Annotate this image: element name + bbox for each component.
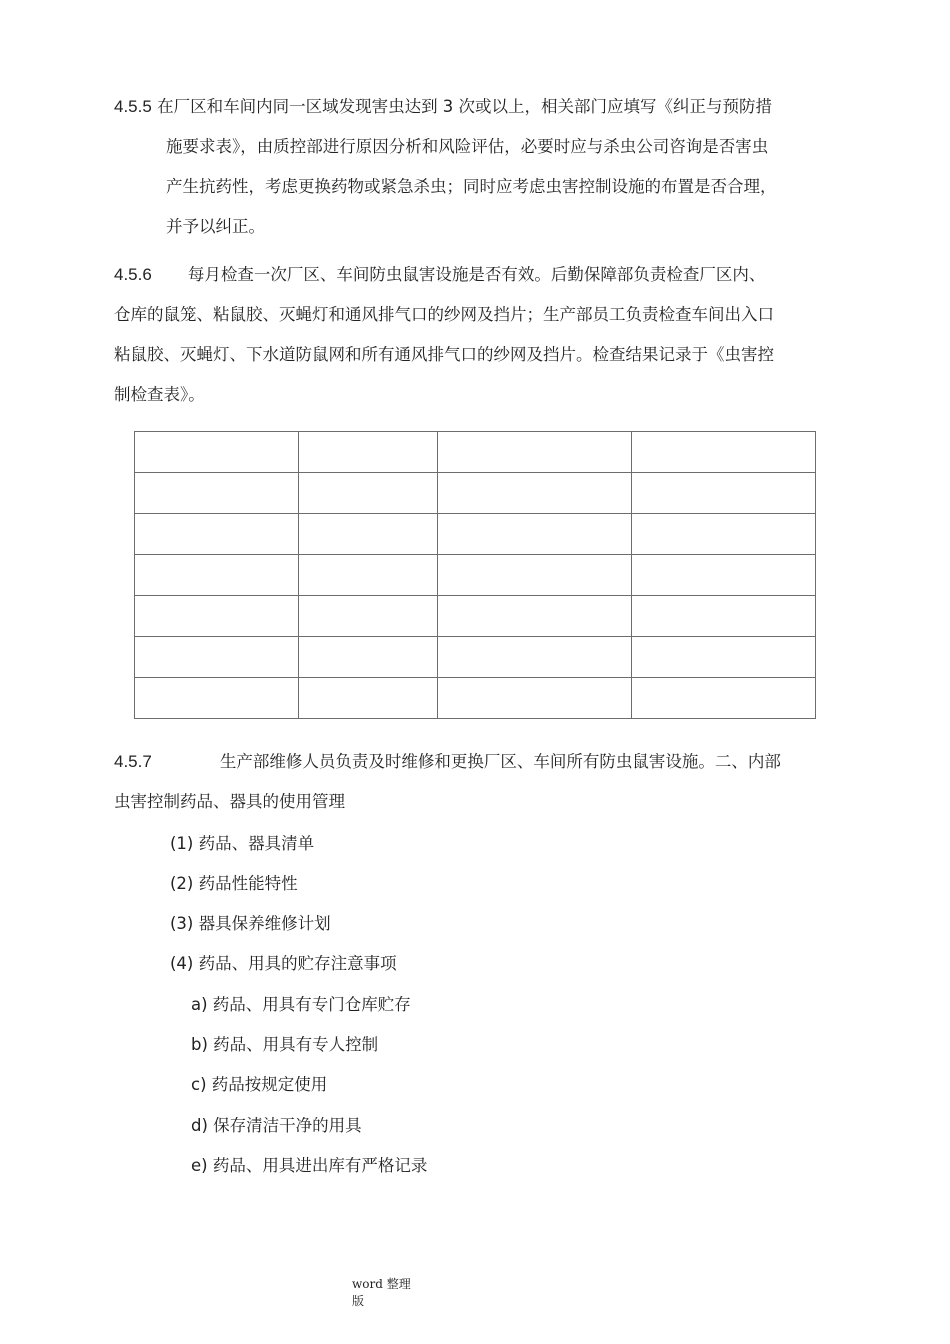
sub-list-item: b) 药品、用具有专人控制 bbox=[191, 1035, 379, 1054]
table-cell bbox=[632, 678, 816, 719]
table-cell bbox=[135, 637, 299, 678]
paragraph-4-5-5-line-1 bbox=[114, 87, 844, 127]
section-number-4-5-5: 4.5.5 bbox=[114, 97, 152, 116]
paragraph-4-5-5-line-2: 施要求表》，由质控部进行原因分析和风险评估，必要时应与杀虫公司咨询是否害虫 bbox=[166, 137, 769, 156]
table-row bbox=[135, 473, 816, 514]
table-cell bbox=[438, 514, 632, 555]
sub-list-item: a) 药品、用具有专门仓库贮存 bbox=[191, 995, 411, 1014]
table-cell bbox=[135, 473, 299, 514]
table-cell bbox=[632, 473, 816, 514]
table-cell bbox=[299, 596, 438, 637]
paragraph-4-5-5-line-3: 产生抗药性，考虑更换药物或紧急杀虫；同时应考虑虫害控制设施的布置是否合理， bbox=[166, 177, 777, 196]
section-number-4-5-7: 4.5.7 bbox=[114, 752, 152, 771]
table-cell bbox=[438, 678, 632, 719]
paragraph-text: 生产部维修人员负责及时维修和更换厂区、车间所有防虫鼠害设施。二、内部 bbox=[219, 752, 781, 771]
list-item: (2) 药品性能特性 bbox=[170, 874, 298, 893]
table-cell bbox=[135, 432, 299, 473]
table-cell bbox=[299, 473, 438, 514]
table-row bbox=[135, 555, 816, 596]
table-cell bbox=[299, 432, 438, 473]
footer-line: 版 bbox=[352, 1294, 365, 1308]
table-cell bbox=[299, 555, 438, 596]
paragraph-4-5-6-line-2: 仓库的鼠笼、粘鼠胶、灭蝇灯和通风排气口的纱网及挡片；生产部员工负责检查车间出入口 bbox=[114, 305, 774, 324]
table-cell bbox=[632, 432, 816, 473]
table-cell bbox=[438, 637, 632, 678]
table-cell bbox=[299, 514, 438, 555]
table-cell bbox=[632, 637, 816, 678]
paragraph-4-5-6-line-3: 粘鼠胶、灭蝇灯、下水道防鼠网和所有通风排气口的纱网及挡片。检查结果记录于《虫害控 bbox=[114, 345, 774, 364]
table-row bbox=[135, 432, 816, 473]
table-cell bbox=[135, 678, 299, 719]
list-item: (1) 药品、器具清单 bbox=[170, 834, 315, 853]
table-cell bbox=[135, 596, 299, 637]
paragraph-4-5-6-line-1 bbox=[114, 255, 844, 295]
table-row bbox=[135, 637, 816, 678]
empty-table bbox=[134, 431, 816, 719]
table-row bbox=[135, 678, 816, 719]
paragraph-text: 在厂区和车间内同一区域发现害虫达到 3 次或以上，相关部门应填写《纠正与预防措 bbox=[157, 97, 773, 116]
section-number-4-5-6: 4.5.6 bbox=[114, 265, 152, 284]
paragraph-4-5-6-line-4: 制检查表》。 bbox=[114, 385, 205, 404]
list-item: (4) 药品、用具的贮存注意事项 bbox=[170, 954, 397, 973]
paragraph-text: 每月检查一次厂区、车间防虫鼠害设施是否有效。后勤保障部负责检查厂区内、 bbox=[187, 265, 766, 284]
table-cell bbox=[632, 514, 816, 555]
paragraph-4-5-7-line-2: 虫害控制药品、器具的使用管理 bbox=[114, 792, 345, 811]
table-cell bbox=[135, 555, 299, 596]
table-cell bbox=[438, 555, 632, 596]
paragraph-4-5-7-line-1 bbox=[114, 742, 844, 782]
table-cell bbox=[299, 637, 438, 678]
table-cell bbox=[299, 678, 438, 719]
table-cell bbox=[135, 514, 299, 555]
sub-list-item: e) 药品、用具进出库有严格记录 bbox=[191, 1156, 428, 1175]
paragraph-4-5-5-line-4: 并予以纠正。 bbox=[166, 217, 265, 236]
sub-list-item: d) 保存清洁干净的用具 bbox=[191, 1116, 362, 1135]
table-cell bbox=[438, 596, 632, 637]
list-item: (3) 器具保养维修计划 bbox=[170, 914, 331, 933]
footer-line: word 整理 bbox=[352, 1277, 411, 1291]
page-footer bbox=[352, 1276, 412, 1310]
table-row bbox=[135, 596, 816, 637]
table-cell bbox=[632, 555, 816, 596]
sub-list-item: c) 药品按规定使用 bbox=[191, 1075, 328, 1094]
table-cell bbox=[438, 473, 632, 514]
table-row bbox=[135, 514, 816, 555]
table-cell bbox=[632, 596, 816, 637]
table-cell bbox=[438, 432, 632, 473]
